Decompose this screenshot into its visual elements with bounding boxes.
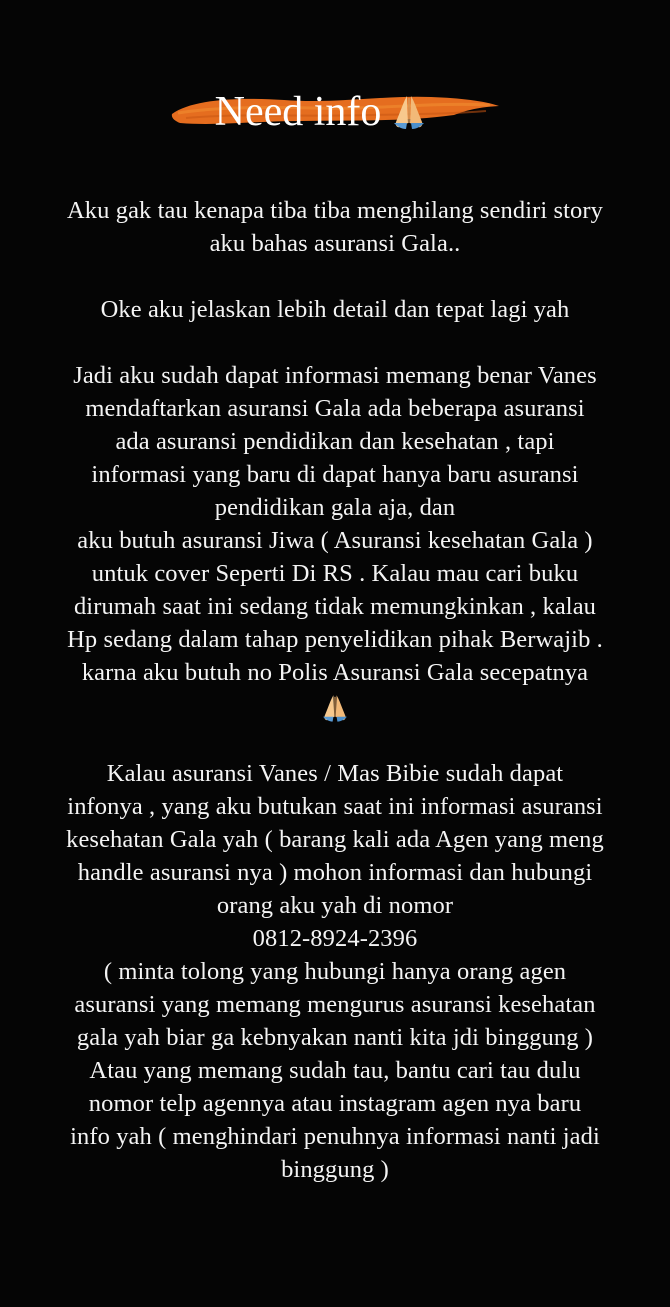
paragraph-3-line: karna aku butuh no Polis Asuransi Gala secepatnya [81, 659, 589, 686]
paragraph-4-line: nomor telp agennya atau instagram agen nya baru [88, 1090, 582, 1117]
story-title-text: Need info [214, 89, 382, 135]
paragraph-3-line: ada asuransi pendidikan dan kesehatan , tapi [115, 428, 555, 455]
story-title-banner [168, 82, 502, 142]
paragraph-2-line-1: Oke aku jelaskan lebih detail dan tepat lagi yah [100, 296, 570, 323]
paragraph-3-line: untuk cover Seperti Di RS . Kalau mau cari buku [91, 560, 579, 587]
folded-hands-icon [319, 692, 351, 724]
paragraph-4-line: binggung ) [281, 1156, 389, 1183]
folded-hands-icon [389, 92, 429, 132]
paragraph-3-line: dirumah saat ini sedang tidak memungkinkan , kalau [73, 593, 597, 620]
story-title [168, 82, 502, 142]
paragraph-3-line: aku butuh asuransi Jiwa ( Asuransi kesehatan Gala ) [77, 527, 593, 554]
paragraph-4-line: gala yah biar ga kebnyakan nanti kita jdi binggung ) [76, 1024, 594, 1051]
paragraph-4-line: infonya , yang aku butukan saat ini informasi asuransi [67, 793, 603, 820]
story-body [10, 194, 660, 1186]
paragraph-4-line: kesehatan Gala yah ( barang kali ada Agen yang meng [66, 826, 604, 853]
paragraph-spacer [10, 260, 660, 293]
paragraph-1-line-2: aku bahas asuransi Gala.. [209, 230, 461, 257]
paragraph-3-line: mendaftarkan asuransi Gala ada beberapa asuransi [85, 395, 585, 422]
paragraph-3-line: Hp sedang dalam tahap penyelidikan pihak Berwajib . [67, 626, 603, 653]
paragraph-4-line: Atau yang memang sudah tau, bantu cari tau dulu [89, 1057, 581, 1084]
paragraph-4-line: ( minta tolong yang hubungi hanya orang agen [103, 958, 567, 985]
paragraph-3-line: pendidikan gala aja, dan [214, 494, 456, 521]
paragraph-1-line-1: Aku gak tau kenapa tiba tiba menghilang sendiri story [67, 197, 603, 224]
paragraph-spacer [10, 724, 660, 757]
phone-number: 0812-8924-2396 [252, 925, 418, 952]
paragraph-4-line: asuransi yang memang mengurus asuransi kesehatan [74, 991, 596, 1018]
paragraph-4-line: handle asuransi nya ) mohon informasi dan hubungi [77, 859, 593, 886]
paragraph-spacer [10, 326, 660, 359]
inline-emoji-line [10, 691, 660, 724]
paragraph-4-line: Kalau asuransi Vanes / Mas Bibie sudah dapat [106, 760, 564, 787]
paragraph-3-line: informasi yang baru di dapat hanya baru asuransi [91, 461, 579, 488]
paragraph-4-line: info yah ( menghindari penuhnya informasi nanti jadi [70, 1123, 600, 1150]
paragraph-4-line: orang aku yah di nomor [216, 892, 454, 919]
paragraph-3-line: Jadi aku sudah dapat informasi memang benar Vanes [73, 362, 597, 389]
